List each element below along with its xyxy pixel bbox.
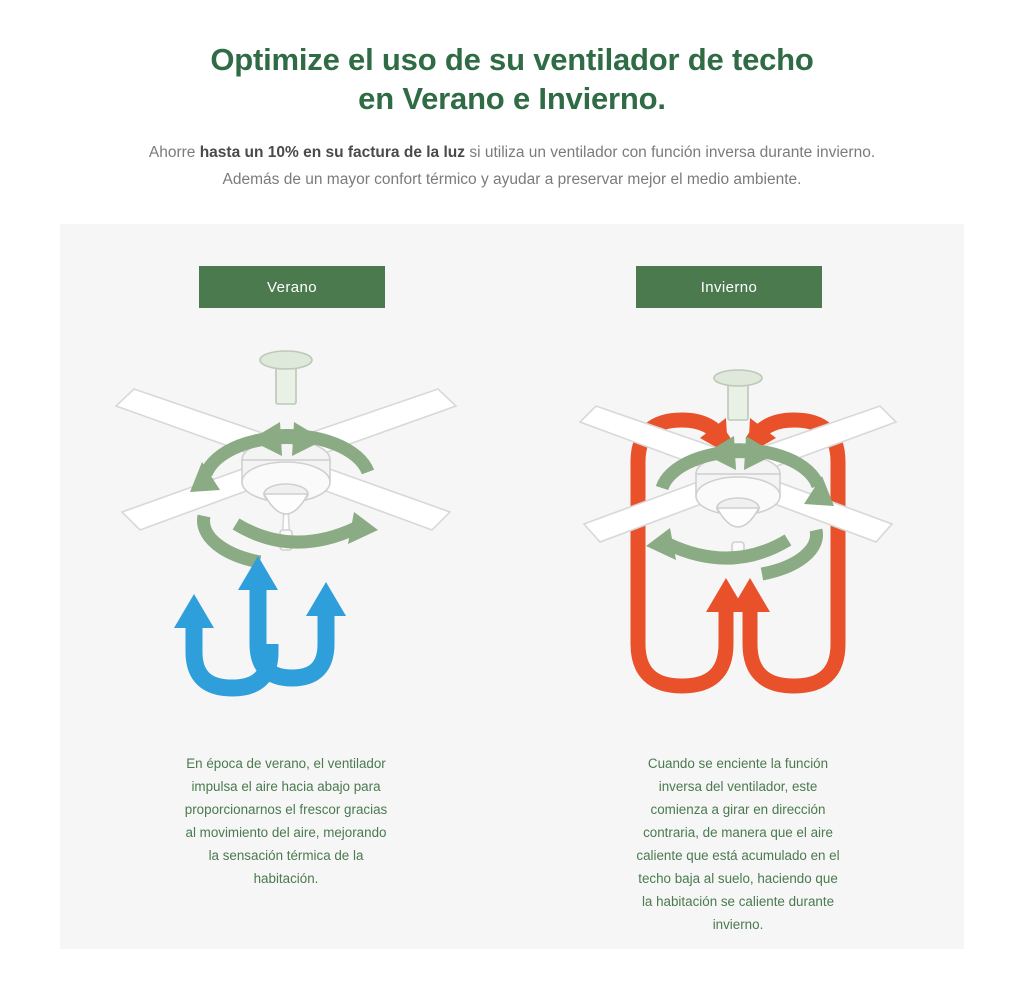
winter-illustration [512,344,964,744]
winter-label-chip [636,266,822,308]
subheading-highlight: hasta un 10% en su factura de la luz [199,144,466,162]
comparison-columns [60,224,964,949]
subheading-line-1 [149,144,875,161]
subheading-text-after: si utiliza un ventilador con función inversa durante invierno. [465,144,876,162]
comparison-panel [60,224,964,949]
page-title [0,0,1024,118]
summer-illustration [60,344,512,744]
winter-column [512,224,964,949]
summer-column [60,224,512,949]
winter-caption-text: Cuando se enciente la función inversa del ventilador, este comienza a girar en dirección contraria, de manera que el aire caliente que está acumulado en el techo baja al suelo, haciendo que la habitación se caliente durante invierno. [636,756,840,933]
subheading [62,140,962,193]
winter-label-text: Invierno [700,278,758,296]
winter-caption [512,752,964,936]
subheading-text-before: Ahorre [148,144,200,162]
ceiling-fan-downdraft-icon [86,344,486,744]
summer-caption-text: En época de verano, el ventilador impulsa el aire hacia abajo para proporcionarnos el frescor gracias al movimiento del aire, mejorando la sensación térmica de la habitación. [184,756,388,887]
summer-caption [60,752,512,890]
summer-label-chip [199,266,385,308]
page-title-line-1: Optimize el uso de su ventilador de techo [210,42,814,77]
page-title-line-2: en Verano e Invierno. [358,81,666,117]
subheading-line-2: Además de un mayor confort térmico y ayudar a preservar mejor el medio ambiente. [222,170,802,188]
summer-label-text: Verano [267,278,317,296]
ceiling-fan-updraft-icon [538,344,938,744]
